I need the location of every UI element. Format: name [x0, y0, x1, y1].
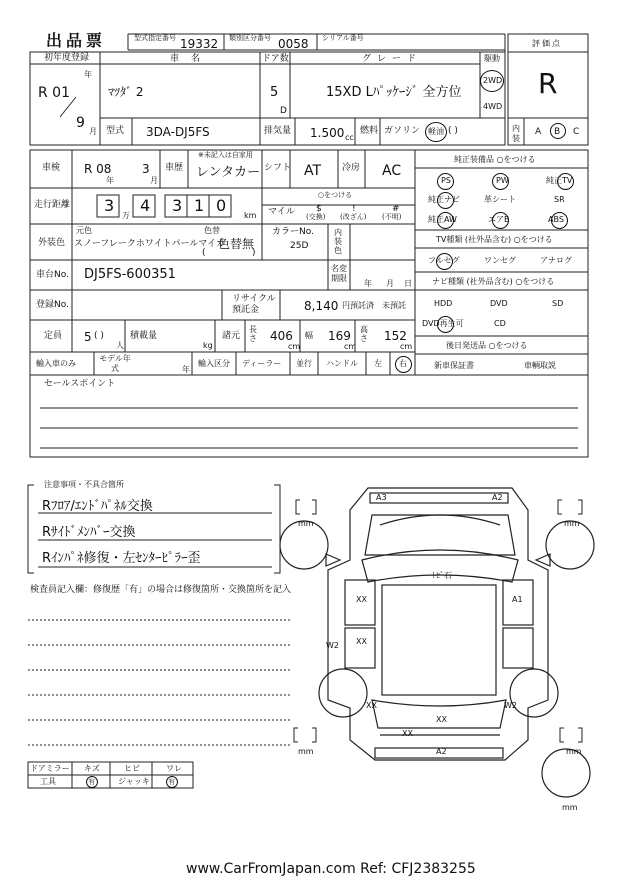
- nc-day: 日: [404, 279, 412, 288]
- capacity-label: 定員: [44, 331, 63, 341]
- len-label: 長さ: [249, 325, 257, 343]
- equip-ps-circle: [437, 173, 454, 190]
- form-title: 出品票: [46, 31, 107, 50]
- interior-label: 内装: [512, 124, 520, 143]
- capacity-value: 5: [84, 330, 92, 344]
- note-line-1: Rﾌﾛｱ/ｴﾝﾄﾞﾊﾟﾈﾙ交換: [42, 499, 153, 514]
- legend-tool-label: 工具: [40, 777, 56, 786]
- legend-header-mirror: ドアミラー: [30, 764, 70, 773]
- orig-color-label: 元色: [76, 226, 92, 235]
- first-reg-label: 初年度登録: [44, 53, 90, 63]
- note-line-3: Rｲﾝﾊﾟﾈ修復・左ｾﾝﾀｰﾋﾟﾗｰ歪: [42, 551, 201, 566]
- color-paren-right: ): [252, 248, 256, 258]
- first-reg-month: 9: [76, 115, 85, 131]
- legend-tool-value: 有: [88, 778, 95, 786]
- mark-xx-1: XX: [356, 595, 367, 604]
- ac-value: AC: [382, 163, 402, 179]
- dollar-note: (交換): [306, 213, 326, 221]
- model-year-label: モデル年式: [99, 354, 131, 373]
- width-value: 169: [328, 329, 351, 343]
- inspector-note: 検査員記入欄：修復歴「有」の場合は修復箇所・交換箇所を記入: [30, 585, 292, 595]
- parallel-option: 並行: [296, 359, 312, 368]
- drive-4wd: 4WD: [483, 102, 503, 111]
- score-value: R: [538, 67, 558, 100]
- grade-value: 15XD Lﾊﾟｯｹｰｼﾞ 全方位: [326, 85, 462, 100]
- mark-xx-3: XX: [366, 701, 377, 710]
- shaken-value: R 08: [84, 162, 112, 176]
- len-cm: cm: [288, 342, 301, 351]
- dollar-sign: $: [316, 204, 322, 214]
- color-no-label: カラーNo.: [272, 227, 314, 237]
- import-label: 輸入車のみ: [36, 359, 76, 368]
- handle-label: ハンドル: [326, 359, 358, 368]
- tv-fullseg: フルセグ: [428, 256, 460, 265]
- handle-right: 右: [399, 359, 407, 368]
- exterior-color-label: 外装色: [38, 238, 66, 248]
- navi-title: ナビ種類 (社外品含む) ○をつける: [432, 277, 555, 286]
- recycle-value: 8,140: [304, 299, 339, 313]
- legend-jack-label: ジャッキ: [118, 777, 150, 786]
- mileage-digit-3: 3: [172, 196, 183, 215]
- reg-no-label: 登録No.: [36, 300, 69, 310]
- capacity-paren: ( ): [94, 331, 104, 341]
- equip-pw-circle: [492, 173, 509, 190]
- equip-leather: 革シート: [484, 195, 516, 204]
- hash-sign: #: [392, 204, 400, 214]
- recycle-label: リサイクル預託金: [232, 294, 276, 315]
- fuel-paren: ( ): [448, 126, 458, 136]
- car-name-label: 車名: [170, 54, 213, 64]
- grade-label: グレード: [362, 54, 423, 64]
- chassis-label: 車台No.: [36, 270, 69, 280]
- history-label: 車歴: [165, 163, 184, 173]
- doors-label: ドア数: [262, 54, 289, 64]
- history-value: レンタカー: [196, 165, 261, 180]
- mark-w2-left: W2: [326, 641, 339, 650]
- interior-c: C: [573, 127, 580, 137]
- doors-value: 5: [270, 85, 279, 100]
- navi-cd: CD: [494, 319, 506, 328]
- sales-point-label: セールスポイント: [44, 379, 116, 389]
- type-cert-value: 19332: [180, 37, 219, 51]
- equip-genuine-navi: 純正ナビ: [428, 195, 460, 204]
- drive-label: 駆動: [484, 54, 500, 63]
- mm-spare: mm: [562, 803, 578, 812]
- legend-header-break: ワレ: [166, 764, 182, 773]
- score-label: 評価点: [532, 39, 562, 48]
- equip-genuine-aw: 純正AW: [428, 215, 457, 224]
- dealer-option: ディーラー: [242, 359, 282, 368]
- recycle-unit: 円預託済: [342, 301, 374, 310]
- width-label: 幅: [305, 331, 313, 340]
- later-warranty: 新車保証書: [434, 361, 474, 370]
- mark-xx-5: XX: [402, 729, 413, 738]
- legend-header-crack: ヒビ: [124, 764, 140, 773]
- handle-left: 左: [374, 359, 382, 368]
- type-cert-label: 型式指定番号: [134, 34, 176, 42]
- first-reg-slash: [58, 96, 78, 118]
- mark-a2-rear: A2: [436, 747, 447, 756]
- interior-b: B: [554, 127, 561, 137]
- fuel-gasoline: ガソリン: [384, 126, 421, 136]
- mileage-digit-4: 1: [194, 196, 205, 215]
- height-label: 高さ: [360, 325, 368, 343]
- legend-jack-value: 有: [168, 778, 175, 786]
- equip-genuine-navi-circle: [437, 192, 454, 209]
- mark-a2-front: A2: [492, 493, 503, 502]
- later-manual: 車輌取説: [524, 361, 556, 370]
- mark-a1: A1: [512, 595, 523, 604]
- tv-fullseg-circle: [436, 253, 453, 270]
- equip-genuine-aw-circle: [437, 212, 454, 229]
- mileage-digit-5: 0: [216, 196, 227, 215]
- mark-xx-2: XX: [356, 637, 367, 646]
- interior-a: A: [535, 127, 542, 137]
- shift-value: AT: [304, 163, 322, 179]
- fuel-label: 燃料: [360, 126, 379, 136]
- equip-genuine-tv-circle: [557, 173, 574, 190]
- dims-label: 諸元: [222, 331, 241, 341]
- shift-label: シフト: [264, 163, 292, 173]
- shaken-label: 車検: [42, 163, 61, 173]
- disp-value: 1.500: [310, 126, 345, 140]
- car-name-value: ﾏﾂﾀﾞ 2: [108, 85, 144, 99]
- tv-oneseg: ワンセグ: [484, 256, 516, 265]
- doors-suffix: D: [280, 106, 287, 116]
- load-unit: kg: [203, 341, 213, 350]
- drive-2wd: 2WD: [483, 76, 503, 85]
- mark-xx-4: XX: [436, 715, 447, 724]
- chassis-value: DJ5FS-600351: [84, 267, 176, 282]
- equip-sr: SR: [554, 195, 565, 204]
- mileage-digit-2: 4: [140, 196, 151, 215]
- bang-sign: !: [352, 204, 356, 214]
- tv-analog: アナログ: [540, 256, 572, 265]
- capacity-unit: 人: [116, 341, 124, 350]
- bang-note: (改ざん): [340, 213, 367, 221]
- note-line-2: Rｻｲﾄﾞﾒﾝﾊﾞｰ交換: [42, 525, 136, 540]
- load-label: 積載量: [130, 331, 158, 341]
- model-year-unit: 年: [182, 365, 190, 374]
- legend-jack-circle: [166, 776, 178, 788]
- width-cm: cm: [344, 342, 357, 351]
- legend-header-scratch: キズ: [84, 764, 100, 773]
- mm-front-left: mm: [298, 519, 314, 528]
- fuel-diesel: 軽油: [428, 127, 444, 136]
- color-paren-left: (: [202, 248, 206, 258]
- mm-front-right: mm: [564, 519, 580, 528]
- fuel-diesel-circle: [425, 122, 447, 142]
- shaken-month: 3: [142, 162, 150, 176]
- model-label: 型式: [106, 126, 125, 136]
- notes-title: 注意事項・不具合箇所: [44, 480, 124, 489]
- handle-right-circle: [395, 356, 412, 373]
- disp-label: 排気量: [264, 126, 292, 136]
- interior-color-label: 内装色: [334, 228, 342, 255]
- tv-title: TV種類 (社外品含む) ○をつける: [436, 235, 553, 244]
- len-value: 406: [270, 329, 293, 343]
- color-kind-label: 色替: [204, 226, 220, 235]
- equip-airbag-circle: [492, 212, 509, 229]
- legend-tool-circle: [86, 776, 98, 788]
- mark-stone-chip: ﾄﾋﾞ石: [432, 571, 452, 580]
- mark-w2-right: W2: [504, 701, 517, 710]
- equip-pw: PW: [496, 176, 509, 185]
- hash-note: (不明): [382, 213, 402, 221]
- mileage-boxes: [96, 194, 236, 220]
- height-cm: cm: [400, 342, 413, 351]
- mm-rear-right: mm: [566, 747, 582, 756]
- height-value: 152: [384, 329, 407, 343]
- navi-hdd: HDD: [434, 299, 453, 308]
- history-note: ※未記入は自家用: [198, 151, 253, 159]
- navi-dvd: DVD: [490, 299, 508, 308]
- shaken-month-unit: 月: [150, 176, 158, 185]
- interior-b-circle: [550, 123, 566, 139]
- drive-2wd-circle: [480, 70, 504, 92]
- import-type-label: 輸入区分: [198, 359, 230, 368]
- first-reg-month-unit: 月: [89, 127, 97, 136]
- mileage-unit: km: [244, 211, 257, 220]
- mileage-man-unit: 万: [122, 211, 130, 220]
- ac-label: 冷房: [342, 163, 361, 173]
- nc-month: 月: [386, 279, 394, 288]
- disp-unit: cc: [345, 133, 354, 142]
- navi-dvd-play: DVD再生可: [422, 319, 464, 328]
- mileage-label: 走行距離: [34, 200, 71, 210]
- equip-ps: PS: [441, 176, 451, 185]
- later-title: 後日発送品 ○をつける: [446, 341, 528, 350]
- shaken-year-unit: 年: [106, 176, 114, 185]
- serial-label: シリアル番号: [322, 34, 364, 42]
- nc-year: 年: [364, 279, 372, 288]
- first-reg-year-unit: 年: [84, 70, 92, 79]
- name-change-label: 名変期限: [331, 264, 347, 283]
- mm-rear-left: mm: [298, 747, 314, 756]
- recycle-unpaid: 未預託: [382, 301, 406, 310]
- model-value: 3DA-DJ5FS: [146, 125, 210, 139]
- color-no-value: 25D: [290, 241, 309, 251]
- footer-ref: www.CarFromJapan.com Ref: CFJ2383255: [186, 861, 476, 877]
- equip-abs-circle: [551, 212, 568, 229]
- circle-note: ○をつける: [318, 191, 353, 199]
- first-reg-era: R 01: [38, 85, 70, 101]
- mileage-digit-1: 3: [104, 196, 115, 215]
- navi-sd: SD: [552, 299, 564, 308]
- class-label: 類別区分番号: [229, 34, 271, 42]
- genuine-title: 純正装備品 ○をつける: [454, 155, 536, 164]
- equip-airbag: エアB: [488, 215, 510, 224]
- exterior-color-value: スノーフレークホワイトパールマイカ: [74, 239, 225, 249]
- color-kind-value: 色替無: [218, 237, 255, 251]
- mile-label: マイル: [268, 207, 295, 217]
- class-value: 0058: [278, 37, 309, 51]
- equip-genuine-tv: 純正TV: [546, 176, 573, 185]
- navi-dvd-play-circle: [437, 316, 454, 333]
- mark-a3: A3: [376, 493, 387, 502]
- equip-abs: ABS: [548, 215, 564, 224]
